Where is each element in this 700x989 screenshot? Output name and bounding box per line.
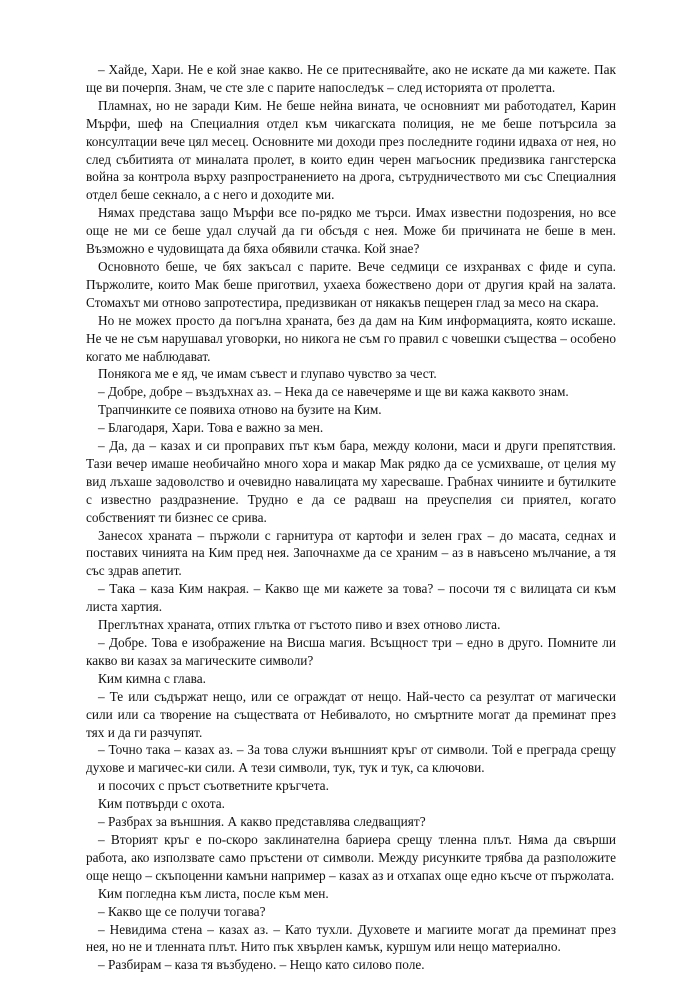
paragraph: Трапчинките се появиха отново на бузите на Ким. [98,402,382,418]
paragraph: Нямах представа защо Мърфи все по-рядко ме търси. Имах известни подозрения, но все още не ми се беше удал случай да ги обсъдя с нея. Може би причината не беше в мен. Възможно е чудовищата да бяха обявили стачка. Кой знае? [86,205,616,257]
paragraph: Ким погледна към листа, после към мен. [98,885,329,901]
paragraph: – Какво ще се получи тогава? [98,903,266,919]
paragraph: – Те или съдържат нещо, или се ограждат от нещо. Най-често са резултат от магически сили или са творение на съществата от Небивалото, но смъртните могат да преминат през тях и да ги разчупят. [86,688,616,740]
paragraph: – Разбрах за външния. А какво представлява следващият? [98,814,426,830]
paragraph: Пламнах, но не заради Ким. Не беше нейна вината, че основният ми работодател, Карин Мърфи, шеф на Специалния отдел към чикагската полиция, не ме беше потърсила за консултации вече цял месец. Основните ми доходи през последните години идваха от нея, но след събитията от миналата пролет, в които един черен магьосник предизвика гангстерска война за контрола върху разпространението на дрога, сътрудничеството ми със Специалния отдел беше секнало, а с него и доходите ми. [86,97,616,203]
paragraph: Но не можех просто да погълна храната, без да дам на Ким информацията, която искаше. Не че не съм нарушавал уговорки, но никога не съм го правил с човешки същества – особено когато ме наблюдават. [86,312,616,364]
paragraph: Преглътнах храната, отпих глътка от гъстото пиво и взех отново листа. [98,617,501,633]
paragraph: – Добре, добре – въздъхнах аз. – Нека да се навечеряме и ще ви кажа каквото знам. [98,384,569,400]
paragraph: – Точно така – казах аз. – За това служи външният кръг от символи. Той е преграда срещу духове и магичес-ки сили. А тези символи, тук, тук и тук, са ключови. [86,742,616,776]
paragraph: Основното беше, че бях закъсал с парите. Вече седмици се изхранвах с фиде и супа. Пържолите, които Мак беше приготвил, ухаеха божествено дори от другия край на залата. Стомахът ми отново запротестира, предизвикан от някакъв пещерен глад за месо на скара. [86,258,616,310]
paragraph: – Добре. Това е изображение на Висша магия. Всъщност три – едно в друго. Помните ли какво ви казах за магическите символи? [86,635,616,668]
page-text [86,61,616,974]
paragraph: – Разбирам – каза тя възбудено. – Нещо като силово поле. [98,957,425,973]
paragraph: – Вторият кръг е по-скоро заклинателна бариера срещу тленна плът. Няма да свърши работа, ако използвате само пръстени от символи. Между рисунките трябва да разположите още нещо – скъпоценни камъни например – казах аз и отхапах още едно късче от пържолата. [86,831,616,883]
paragraph: Понякога ме е яд, че имам съвест и глупаво чувство за чест. [98,366,437,382]
paragraph: – Невидима стена – казах аз. – Като тухли. Духовете и магиите могат да преминат през нея, но не и тленната плът. Нито пък хвърлен камък, куршум или нещо материално. [86,921,616,955]
paragraph: – Да, да – казах и си проправих път към бара, между колони, маси и други препятствия. Тази вечер имаше необичайно много хора и макар Мак рядко да се усмихваше, от целия му вид лъхаше задоволство и очевидно навалицата му харесваше. Грабнах чиниите и бутилките с известно раздразнение. Трудно е да се радваш на преуспелия си приятел, когато собственият ти бизнес се срива. [86,438,616,525]
paragraph: – Хайде, Хари. Не е кой знае какво. Не се притеснявайте, ако не искате да ми кажете. Пак ще ви почерпя. Знам, че сте зле с парите напоследък – след историята от пролетта. [86,62,616,95]
paragraph: Занесох храната – пържоли с гарнитура от картофи и зелен грах – до масата, седнах и поставих чинията на Ким пред нея. Започнахме да се храним – аз в навъсено мълчание, а тя със здрав апетит. [86,527,616,579]
paragraph: и посочих с пръст съответните кръгчета. [98,778,329,794]
paragraph: – Така – каза Ким накрая. – Какво ще ми кажете за това? – посочи тя с вилицата си към листа хартия. [86,581,616,615]
paragraph: – Благодаря, Хари. Това е важно за мен. [98,420,324,436]
paragraph: Ким кимна с глава. [98,670,206,686]
paragraph: Ким потвърди с охота. [98,796,225,812]
